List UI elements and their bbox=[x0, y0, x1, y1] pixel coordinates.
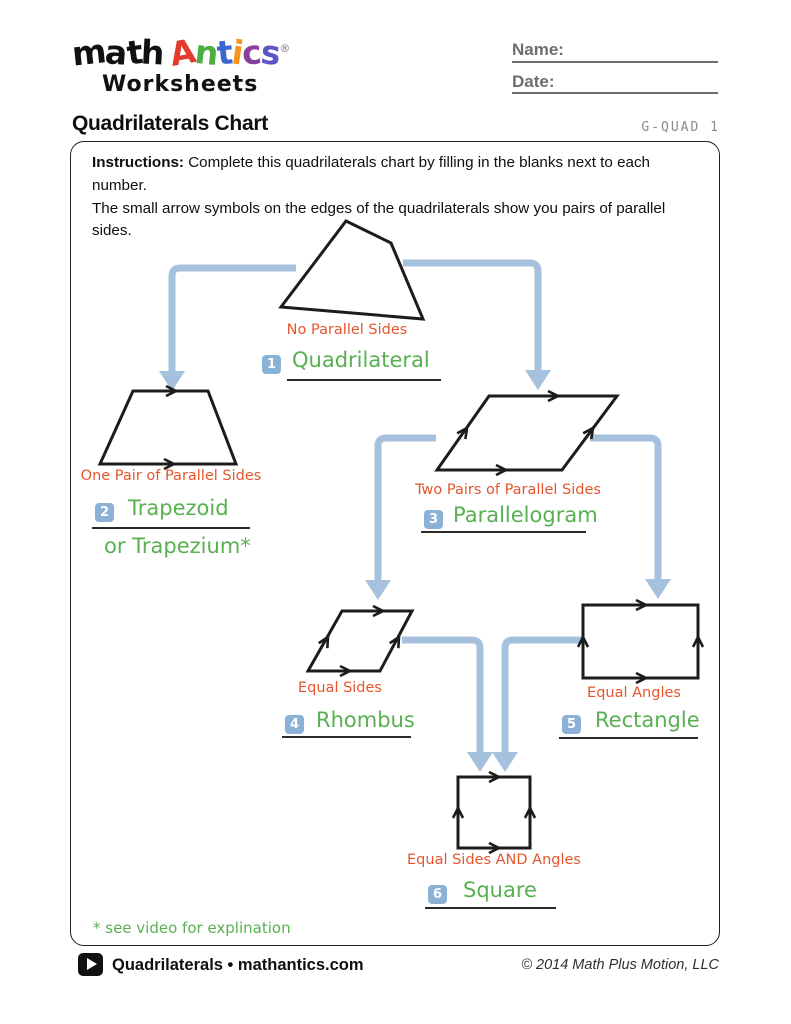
answer-number-badge-2: 2 bbox=[95, 503, 114, 522]
math-antics-logo bbox=[70, 31, 291, 97]
caption-one-pair-parallel-sides: One Pair of Parallel Sides bbox=[80, 468, 262, 484]
answer-label-rectangle: Rectangle bbox=[595, 708, 700, 732]
caption-no-parallel-sides: No Parallel Sides bbox=[286, 322, 408, 338]
logo-word-antics: Antics bbox=[166, 31, 282, 74]
answer-number-badge-1: 1 bbox=[262, 355, 281, 374]
logo-word-math: math bbox=[70, 31, 165, 74]
answer-blank-line-3[interactable] bbox=[421, 531, 586, 533]
caption-two-pairs-parallel-sides: Two Pairs of Parallel Sides bbox=[415, 482, 601, 498]
date-label: Date: bbox=[512, 72, 555, 91]
page-title: Quadrilaterals Chart bbox=[72, 112, 268, 135]
answer-number-badge-5: 5 bbox=[562, 715, 581, 734]
answer-blank-line-5[interactable] bbox=[559, 737, 698, 739]
sheet-code: G-QUAD 1 bbox=[641, 120, 720, 135]
caption-equal-angles: Equal Angles bbox=[587, 685, 681, 701]
answer-number-badge-3: 3 bbox=[424, 510, 443, 529]
answer-number-badge-4: 4 bbox=[285, 715, 304, 734]
name-blank-line[interactable] bbox=[512, 43, 718, 63]
answer-blank-line-6[interactable] bbox=[425, 907, 556, 909]
answer-number-badge-6: 6 bbox=[428, 885, 447, 904]
instructions-line1: Complete this quadrilaterals chart by filling in the blanks next to each number. bbox=[92, 154, 650, 194]
instructions-label: Instructions: bbox=[92, 154, 184, 171]
footer-worksheet-title: Quadrilaterals • mathantics.com bbox=[112, 956, 364, 974]
caption-equal-sides-and-angles: Equal Sides AND Angles bbox=[407, 852, 581, 868]
play-triangle-icon bbox=[87, 958, 97, 970]
answer-label-rhombus: Rhombus bbox=[316, 708, 415, 732]
answer-label-trapezoid: Trapezoid bbox=[128, 496, 229, 520]
answer-blank-line-1[interactable] bbox=[287, 379, 441, 381]
answer-label-square: Square bbox=[463, 878, 537, 902]
date-blank-line[interactable] bbox=[512, 74, 718, 94]
answer-blank-line-2[interactable] bbox=[92, 527, 250, 529]
play-icon bbox=[78, 953, 103, 976]
answer-label-or-trapezium: or Trapezium* bbox=[104, 534, 251, 558]
registered-trademark-symbol: ® bbox=[279, 42, 291, 55]
instructions-text bbox=[92, 152, 692, 243]
answer-label-quadrilateral: Quadrilateral bbox=[292, 348, 430, 372]
instructions-line2: The small arrow symbols on the edges of the quadrilaterals show you pairs of parallel sides. bbox=[92, 199, 666, 240]
name-label: Name: bbox=[512, 40, 564, 59]
answer-blank-line-4[interactable] bbox=[282, 736, 411, 738]
logo-subtitle: Worksheets bbox=[102, 72, 259, 97]
video-footnote: * see video for explination bbox=[93, 919, 291, 937]
answer-label-parallelogram: Parallelogram bbox=[453, 503, 598, 527]
caption-equal-sides: Equal Sides bbox=[298, 680, 382, 696]
footer-copyright: © 2014 Math Plus Motion, LLC bbox=[521, 957, 719, 973]
